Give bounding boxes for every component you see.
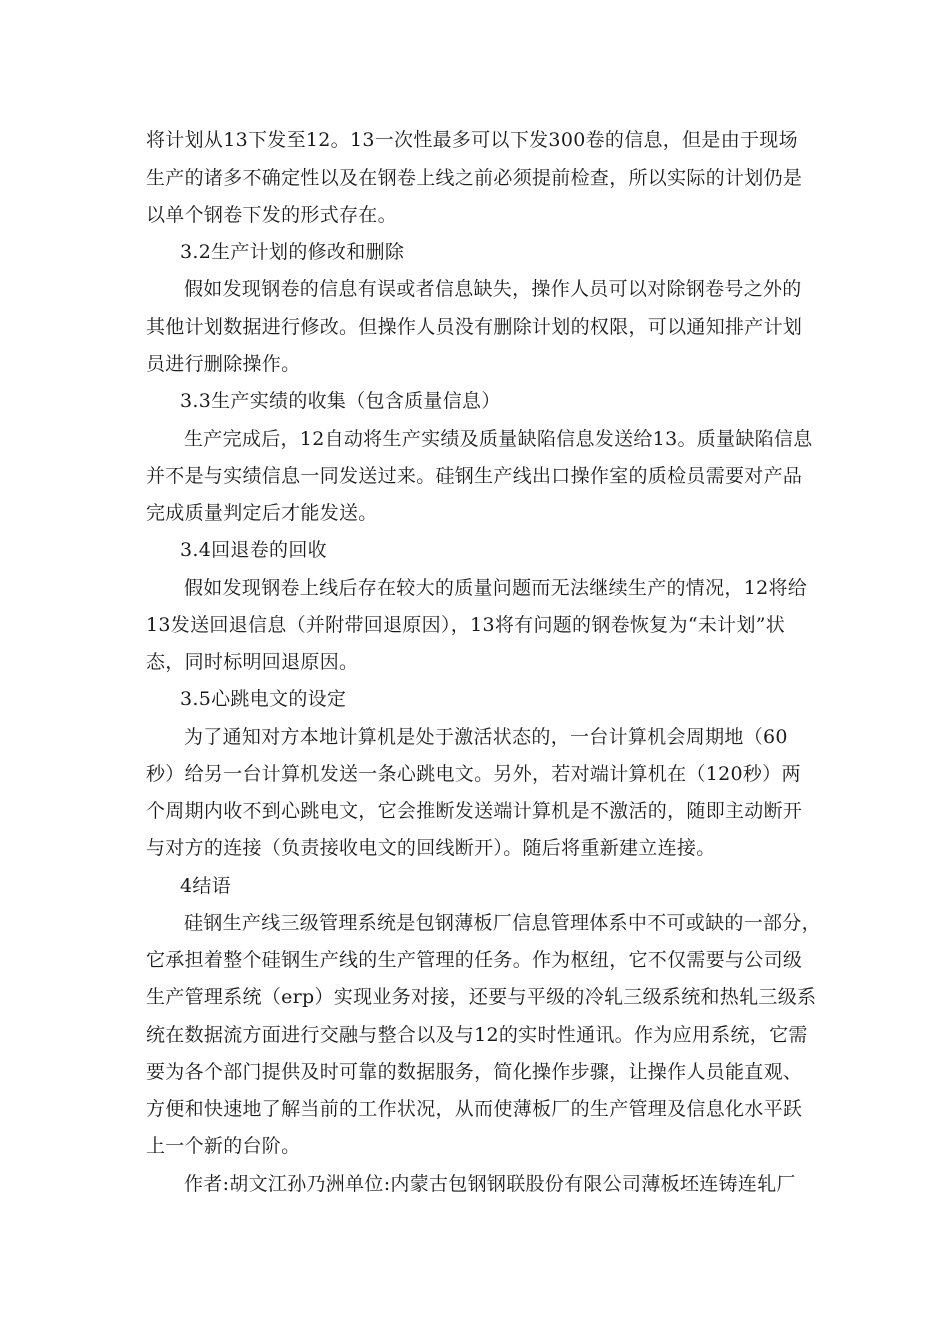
section-heading-3-5: 3.5心跳电文的设定 xyxy=(180,688,347,710)
paragraph-line: 13发送回退信息（并附带回退原因），13将有问题的钢卷恢复为“未计划”状 xyxy=(146,614,786,636)
paragraph-line: 完成质量判定后才能发送。 xyxy=(146,502,378,524)
paragraph-line: 以单个钢卷下发的形式存在。 xyxy=(146,204,397,226)
paragraph-line: 假如发现钢卷的信息有误或者信息缺失，操作人员可以对除钢卷号之外的 xyxy=(184,278,802,300)
paragraph-line: 个周期内收不到心跳电文，它会推断发送端计算机是不激活的，随即主动断开 xyxy=(146,800,803,822)
paragraph-line: 并不是与实绩信息一同发送过来。硅钢生产线出口操作室的质检员需要对产品 xyxy=(146,465,803,487)
paragraph-line: 秒）给另一台计算机发送一条心跳电文。另外，若对端计算机在（120秒）两 xyxy=(146,763,801,785)
author-affiliation: 作者:胡文江孙乃洲单位:内蒙古包钢钢联股份有限公司薄板坯连铸连轧厂 xyxy=(184,1173,796,1195)
paragraph-line: 生产管理系统（erp）实现业务对接，还要与平级的冷轧三级系统和热轧三级系 xyxy=(146,986,817,1008)
section-heading-3-3: 3.3生产实绩的收集（包含质量信息） xyxy=(180,390,501,412)
paragraph-line: 为了通知对方本地计算机是处于激活状态的，一台计算机会周期地（60 xyxy=(184,726,788,748)
paragraph-line: 上一个新的台阶。 xyxy=(146,1135,301,1157)
paragraph-line: 假如发现钢卷上线后存在较大的质量问题而无法继续生产的情况，12将给 xyxy=(184,577,808,599)
paragraph-line: 将计划从13下发至12。13一次性最多可以下发300卷的信息，但是由于现场 xyxy=(146,129,798,151)
section-heading-4: 4结语 xyxy=(180,875,231,897)
paragraph-line: 要为各个部门提供及时可靠的数据服务，简化操作步骤，让操作人员能直观、 xyxy=(146,1061,803,1083)
paragraph-line: 态，同时标明回退原因。 xyxy=(146,651,359,673)
paragraph-line: 员进行删除操作。 xyxy=(146,353,301,375)
paragraph-line: 生产的诸多不确定性以及在钢卷上线之前必须提前检查，所以实际的计划仍是 xyxy=(146,167,803,189)
section-heading-3-2: 3.2生产计划的修改和删除 xyxy=(180,241,405,263)
paragraph-line: 生产完成后，12自动将生产实绩及质量缺陷信息发送给13。质量缺陷信息 xyxy=(184,428,813,450)
paragraph-line: 它承担着整个硅钢生产线的生产管理的任务。作为枢纽，它不仅需要与公司级 xyxy=(146,949,803,971)
paragraph-line: 硅钢生产线三级管理系统是包钢薄板厂信息管理体系中不可或缺的一部分， xyxy=(184,912,821,934)
paragraph-line: 其他计划数据进行修改。但操作人员没有删除计划的权限，可以通知排产计划 xyxy=(146,316,803,338)
paragraph-line: 统在数据流方面进行交融与整合以及与12的实时性通讯。作为应用系统，它需 xyxy=(146,1024,808,1046)
paragraph-line: 与对方的连接（负责接收电文的回线断开）。随后将重新建立连接。 xyxy=(146,837,716,859)
paragraph-line: 方便和快速地了解当前的工作状况，从而使薄板厂的生产管理及信息化水平跃 xyxy=(146,1098,803,1120)
section-heading-3-4: 3.4回退卷的回收 xyxy=(180,539,327,561)
